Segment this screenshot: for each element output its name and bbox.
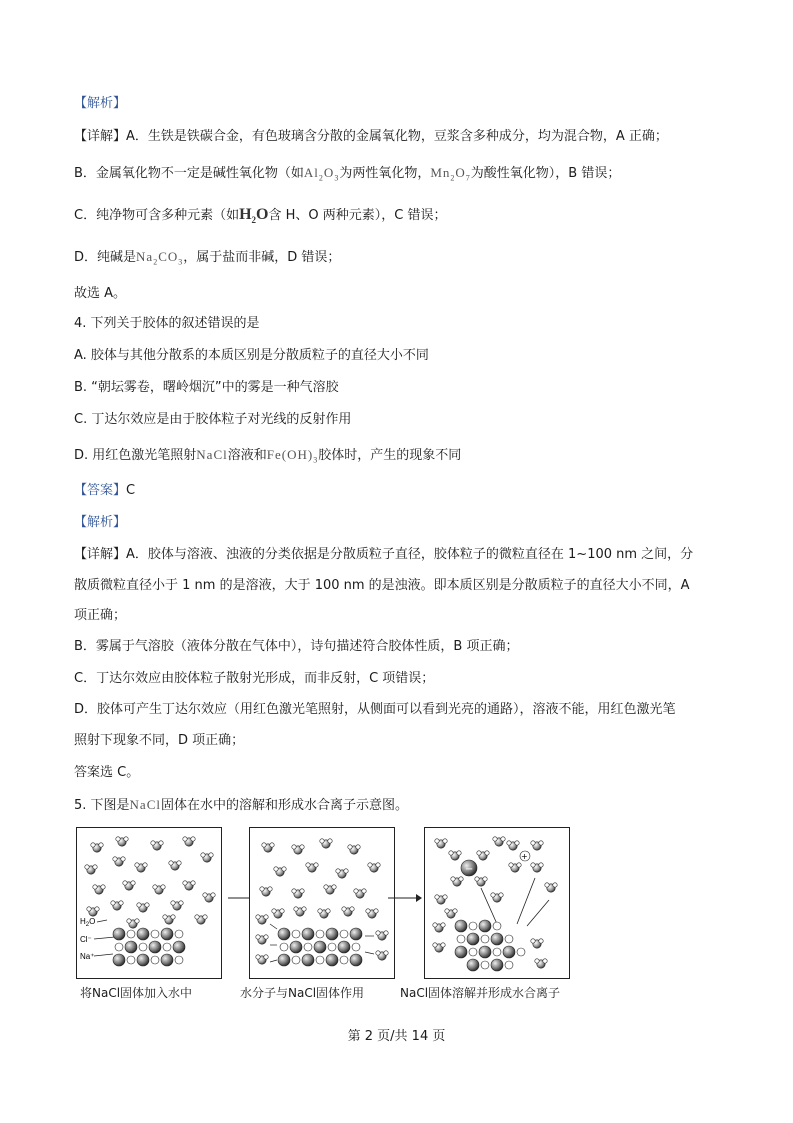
q4-detail-d1: D．胶体可产生丁达尔效应（用红色激光笔照射，从侧面可以看到光亮的通路），溶液不能，用红色激光笔 — [74, 702, 676, 717]
q4-option-a: A. 胶体与其他分散系的本质区别是分散质粒子的直径大小不同 — [74, 348, 429, 363]
arrow-right-icon — [388, 893, 422, 903]
q5-stem-pre: 5. 下图是 — [74, 798, 130, 813]
q4-answer — [74, 481, 135, 501]
formula-al2o3: $Al_2O_3$ — [303, 165, 340, 183]
label-h2o: $H_2O$ — [80, 917, 96, 928]
q3-detail-a-text: 【详解】A．生铁是铁碳合金，有色玻璃含分散的金属氧化物，豆浆含多种成分，均为混合物，A 正确； — [74, 129, 668, 144]
na-pointer — [94, 954, 113, 956]
formula-h2o: $H_2O$ — [239, 206, 269, 226]
nacl-lattice — [455, 920, 525, 971]
figure-panel-3 — [424, 827, 570, 979]
panel-3-diagram — [425, 828, 569, 978]
q3-detail-b-pre: B．金属氧化物不一定是碱性氧化物（如 — [74, 166, 304, 181]
q3-conclusion: 故选 A。 — [74, 286, 127, 301]
q3-detail-b-post: 为酸性氧化物），B 错误； — [470, 166, 621, 181]
q3-detail-d — [74, 247, 340, 273]
q3-detail-a — [74, 127, 668, 147]
q3-detail-d-pre: D．纯碱是 — [74, 250, 137, 265]
cl-pointer — [94, 937, 115, 939]
q3-detail-b-mid: 为两性氧化物， — [339, 166, 431, 181]
q4-detail-b: B．雾属于气溶胶（液体分散在气体中），诗句描述符合胶体性质，B 项正确； — [74, 639, 519, 654]
q4-detail-c: C．丁达尔效应由胶体粒子散射光形成，而非反射，C 项错误； — [74, 671, 435, 686]
caption-3: NaCl固体溶解并形成水合离子 — [400, 986, 561, 1000]
edge-water-molecules — [433, 909, 547, 968]
q4-detail-a1: 【详解】A．胶体与溶液、浊液的分类依据是分散质粒子直径，胶体粒子的微粒直径在 1~100 nm 之间，分 — [74, 547, 694, 562]
q4-analysis-tag: 【解析】 — [74, 515, 127, 530]
q3-analysis-tag: 【解析】 — [74, 96, 127, 111]
q4-option-d — [74, 445, 461, 471]
formula-nacl: NaCl — [196, 447, 228, 462]
formula-nacl-q5: NaCl — [129, 797, 161, 812]
q5-stem-post: 固体在水中的溶解和形成水合离子示意图。 — [161, 798, 409, 813]
q3-detail-c — [74, 205, 446, 230]
panel-2-diagram — [250, 828, 394, 978]
panel-1-diagram — [77, 828, 221, 978]
q4-option-c: C. 丁达尔效应是由于胶体粒子对光线的反射作用 — [74, 412, 352, 427]
q3-detail-c-pre: C．纯净物可含多种元素（如 — [74, 208, 240, 223]
dissolution-arrows — [481, 878, 549, 926]
q4-conclusion: 答案选 C。 — [74, 765, 140, 780]
q4-detail-a2: 散质微粒直径小于 1 nm 的是溶液，大于 100 nm 的是浊液。即本质区别是分散质粒子的直径大小不同，A — [74, 578, 690, 593]
formula-na2co3: $Na_2CO_3$ — [136, 249, 184, 267]
label-na: Na⁺ — [80, 952, 95, 961]
q3-detail-d-post: ，属于盐而非碱，D 错误； — [183, 250, 341, 265]
q4-option-d-mid: 溶液和 — [227, 448, 267, 463]
nacl-lattice — [113, 928, 185, 966]
water-molecules — [85, 837, 215, 928]
formula-mn2o7: $Mn_2O_7$ — [430, 165, 471, 183]
caption-1: 将NaCl固体加入水中 — [80, 986, 193, 1000]
nacl-lattice — [278, 928, 362, 966]
label-cl: Cl⁻ — [80, 935, 92, 944]
h2o-pointer — [97, 920, 107, 922]
q4-answer-value: C — [126, 483, 136, 498]
q4-detail-a3: 项正确； — [74, 608, 127, 623]
svg-text:+: + — [521, 852, 528, 861]
q5-stem — [74, 795, 408, 816]
q3-detail-c-post: 含 H、O 两种元素），C 错误； — [268, 208, 447, 223]
caption-2: 水分子与NaCl固体作用 — [240, 986, 365, 1000]
q4-detail-d2: 照射下现象不同，D 项正确； — [74, 733, 245, 748]
svg-text:−: − — [465, 864, 474, 875]
figure-panel-1 — [76, 827, 222, 979]
q4-option-d-post: 胶体时，产生的现象不同 — [318, 448, 462, 463]
formula-feoh3: $Fe(OH)_3$ — [266, 447, 319, 465]
q4-answer-tag: 【答案】 — [74, 483, 127, 498]
q4-stem: 4. 下列关于胶体的叙述错误的是 — [74, 316, 260, 331]
figure-panel-2 — [249, 827, 395, 979]
q4-option-b: B. “朝坛雾卷，曙岭烟沉”中的雾是一种气溶胶 — [74, 380, 339, 395]
q4-option-d-pre: D. 用红色激光笔照射 — [74, 448, 197, 463]
page-footer: 第 2 页/共 14 页 — [347, 1029, 446, 1044]
hydrated-ions — [435, 837, 557, 904]
q3-detail-b — [74, 163, 620, 189]
